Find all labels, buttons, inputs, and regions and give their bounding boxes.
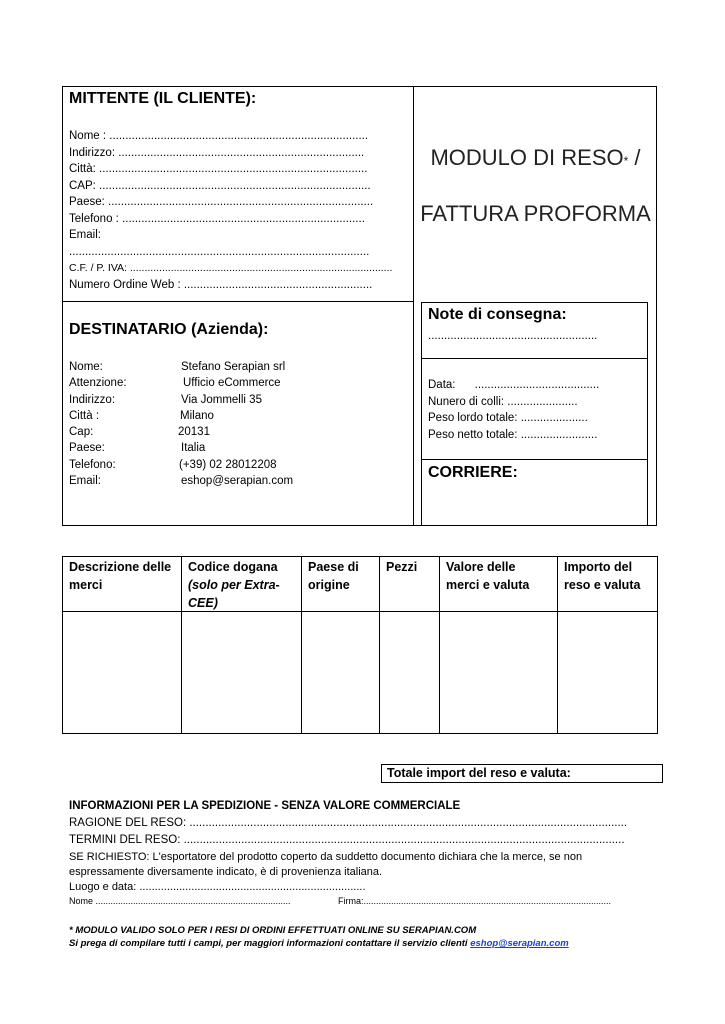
sender-city-field[interactable]: Città: ....................................................................................	[69, 163, 368, 175]
form-title-line2: FATTURA PROFORMA	[420, 201, 651, 226]
recipient-row	[69, 424, 409, 440]
total-label: Totale import del reso e valuta:	[387, 766, 571, 780]
footer-note-validity: * MODULO VALIDO SOLO PER I RESI DI ORDINI EFFETTUATI ONLINE SU SERAPIAN.COM	[69, 925, 477, 936]
delivery-notes-divider	[421, 358, 648, 359]
courier-title: CORRIERE:	[428, 464, 518, 481]
signature-field[interactable]: Firma:...................................................................................................	[338, 896, 612, 906]
footer-note-contact	[69, 938, 569, 949]
header-line: Descrizione delle	[69, 560, 172, 574]
recipient-value: Ufficio eCommerce	[183, 377, 281, 390]
place-date-field[interactable]: Luogo e data: ..........................................................................	[69, 881, 366, 893]
recipient-block	[69, 359, 409, 489]
sender-phone-field[interactable]: Telefono : ............................................................................	[69, 212, 365, 225]
goods-cell-customs-code[interactable]	[182, 612, 301, 733]
header-line: Paese di	[308, 560, 359, 574]
header-line: merci	[69, 578, 103, 592]
shipment-details	[428, 377, 599, 443]
shipment-packages-field[interactable]: Nunero di colli: ......................	[428, 395, 578, 408]
goods-header-origin	[308, 558, 359, 594]
sender-email-field[interactable]: ..............................................................................................	[69, 245, 370, 258]
recipient-title: DESTINATARIO (Azienda):	[69, 321, 269, 338]
recipient-value: eshop@serapian.com	[181, 475, 294, 488]
sender-email-label: Email:	[69, 229, 101, 241]
recipient-value: Via Jommelli 35	[181, 393, 262, 406]
form-title-asterisk: *	[623, 154, 629, 168]
goods-cell-origin[interactable]	[302, 612, 379, 733]
declaration-line2: espressamente diversamente indicato, è di provenienza italiana.	[69, 866, 383, 878]
recipient-row	[69, 408, 409, 424]
recipient-value: Milano	[180, 409, 214, 422]
courier-divider	[421, 459, 648, 460]
recipient-label: Email:	[69, 475, 101, 488]
header-line: Importo del	[564, 560, 633, 574]
header-line: (solo per Extra-	[188, 578, 280, 592]
sender-cap-field[interactable]: CAP: .....................................................................................	[69, 179, 371, 192]
header-line: reso e valuta	[564, 578, 641, 592]
goods-header-customs-code	[188, 558, 280, 612]
recipient-label: Telefono:	[69, 458, 116, 471]
sender-order-field[interactable]: Numero Ordine Web : ...........................................................	[69, 278, 373, 291]
sender-name-field[interactable]: Nome : .................................................................................	[69, 130, 369, 142]
form-title-slash: /	[634, 145, 641, 170]
sender-vat-field[interactable]: C.F. / P. IVA: ..........................................................................................	[69, 262, 393, 274]
shipment-net-weight-field[interactable]: Peso netto totale: ........................	[428, 428, 598, 441]
recipient-row	[69, 473, 409, 489]
horizontal-divider-left	[62, 301, 414, 302]
sender-fields	[69, 128, 409, 293]
form-title	[414, 145, 657, 227]
goods-header-pieces	[386, 558, 417, 576]
recipient-row	[69, 359, 409, 375]
footer-contact-text: Si prega di compilare tutti i campi, per maggiori informazioni contattare il servizio clienti	[69, 938, 468, 949]
recipient-label: Cap:	[69, 426, 94, 439]
recipient-label: Paese:	[69, 442, 105, 455]
form-title-line1	[414, 145, 657, 171]
recipient-value: (+39) 02 28012208	[179, 458, 277, 471]
declaration-line1: SE RICHIESTO: L'esportatore del prodotto coperto da suddetto documento dichiara che la merce, se non	[69, 851, 583, 863]
recipient-label: Nome:	[69, 361, 103, 373]
header-line: CEE)	[188, 596, 218, 610]
recipient-row	[69, 440, 409, 456]
name-field[interactable]: Nome ..............................................................................	[69, 896, 291, 906]
recipient-value: 20131	[178, 426, 210, 439]
header-line: origine	[308, 578, 350, 592]
header-line: Pezzi	[386, 560, 418, 574]
recipient-row	[69, 457, 409, 473]
sender-country-field[interactable]: Paese: ...................................................................................	[69, 196, 374, 208]
recipient-row	[69, 375, 409, 391]
return-terms-field[interactable]: TERMINI DEL RESO: ..........................................................................................................................................	[69, 834, 625, 846]
recipient-value: Stefano Serapian srl	[181, 361, 286, 373]
goods-cell-value[interactable]	[440, 612, 557, 733]
footer-email-link[interactable]: eshop@serapian.com	[470, 938, 569, 949]
header-line: Valore delle	[446, 560, 516, 574]
header-line: merci e valuta	[446, 578, 530, 592]
recipient-value: Italia	[181, 442, 206, 455]
delivery-notes-title: Note di consegna:	[428, 306, 567, 323]
return-reason-field[interactable]: RAGIONE DEL RESO: .........................................................................................................................................	[69, 817, 628, 829]
recipient-row	[69, 392, 409, 408]
shipping-title: INFORMAZIONI PER LA SPEDIZIONE - SENZA VALORE COMMERCIALE	[69, 800, 461, 812]
delivery-notes-field[interactable]: .....................................................	[428, 330, 598, 342]
goods-cell-pieces[interactable]	[380, 612, 439, 733]
goods-header-amount	[564, 558, 640, 594]
goods-cell-description[interactable]	[63, 612, 181, 733]
recipient-label: Indirizzo:	[69, 393, 116, 406]
sender-address-field[interactable]: Indirizzo: .............................................................................	[69, 146, 365, 159]
goods-header-value	[446, 558, 529, 594]
sender-title: MITTENTE (IL CLIENTE):	[69, 90, 257, 107]
goods-cell-amount[interactable]	[558, 612, 657, 733]
form-title-main: MODULO DI RESO	[430, 145, 624, 170]
recipient-label: Città :	[69, 409, 100, 422]
header-line: Codice dogana	[188, 560, 278, 574]
goods-header-description	[69, 558, 171, 594]
shipment-date-field[interactable]: Data: .......................................	[428, 379, 600, 391]
recipient-label: Attenzione:	[69, 377, 127, 390]
shipment-gross-weight-field[interactable]: Peso lordo totale: .....................	[428, 412, 588, 424]
